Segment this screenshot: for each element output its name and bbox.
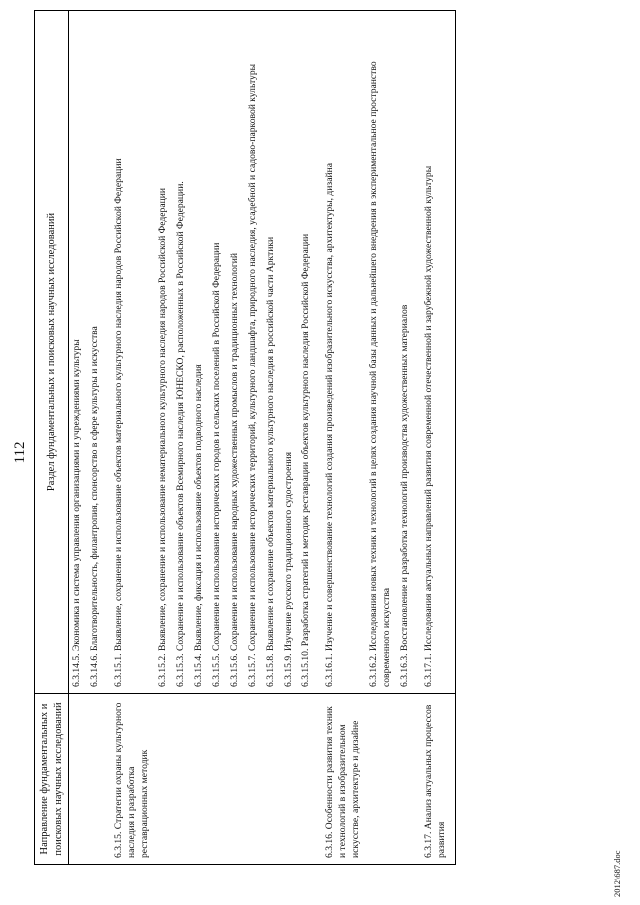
document-file-code: 2012\687.doc [612,850,622,897]
section-cell: 6.3.16.2. Исследования новых техник и технологий в целях создания научной базы данных и дальнейшего внедрения в экспериментальное пространство современного искусства [366,11,397,694]
section-cell: 6.3.15.8. Выявление и сохранение объектов материального культурного наследия в российской части Арктики [263,11,281,694]
table-row [397,11,415,865]
table-row [298,11,316,865]
section-cell: 6.3.16.3. Восстановление и разработка технологий производства художественных материалов [397,11,415,694]
table-row [227,11,245,865]
section-cell: 6.3.15.6. Сохранение и использование народных художественных промыслов и традиционных технологий [227,11,245,694]
table-row [209,11,227,865]
direction-cell [227,694,245,865]
section-cell: 6.3.15.2. Выявление, сохранение и использование нематериального культурного наследия народов Российской Федерации [155,11,173,694]
direction-cell [281,694,299,865]
table-row [366,11,397,865]
table-row [316,11,366,865]
table-row [263,11,281,865]
table-row [191,11,209,865]
section-cell: 6.3.14.6. Благотворительность, филантропия, спонсорство в сфере культуры и искусства [87,11,105,694]
direction-cell [245,694,263,865]
direction-cell: 6.3.16. Особенности развития техник и технологий в изобразительном искусстве, архитектуре и дизайне [316,694,366,865]
table-row [87,11,105,865]
table-row [155,11,173,865]
direction-cell: 6.3.15. Стратегии охраны культурного наследия и разработка реставрационных методик [105,694,155,865]
direction-cell [155,694,173,865]
direction-cell [69,694,87,865]
table-row [281,11,299,865]
direction-cell [366,694,397,865]
direction-cell [298,694,316,865]
section-cell: 6.3.15.4. Выявление, фиксация и использование объектов подводного наследия [191,11,209,694]
section-cell: 6.3.17.1. Исследования актуальных направлений развития современной отечественной и зарубежной художественной культуры [415,11,455,694]
direction-cell [209,694,227,865]
direction-cell [191,694,209,865]
table-row [69,11,87,865]
column-header-direction: Направление фундаментальных и поисковых научных исследований [35,694,69,865]
section-cell: 6.3.16.1. Изучение и совершенствование технологий создания произведений изобразительного искусства, архитектуры, дизайна [316,11,366,694]
table-row [415,11,455,865]
direction-cell [87,694,105,865]
column-header-section: Раздел фундаментальных и поисковых научных исследований [35,11,69,694]
section-cell: 6.3.15.3. Сохранение и использование объектов Всемирного наследия ЮНЕСКО, расположенных в Российской Федерации. [173,11,191,694]
direction-cell: 6.3.17. Анализ актуальных процессов развития [415,694,455,865]
direction-cell [173,694,191,865]
section-cell: 6.3.15.10. Разработка стратегий и методик реставрации объектов культурного наследия Российской Федерации [298,11,316,694]
table-row [105,11,155,865]
table-header-row [35,11,69,865]
direction-cell [397,694,415,865]
table-row [245,11,263,865]
section-cell: 6.3.15.7. Сохранение и использование исторических территорий, культурного ландшафта, природного наследия, усадебной и садово-парковой культуры [245,11,263,694]
research-directions-table [34,10,456,865]
section-cell: 6.3.14.5. Экономика и система управления организациями и учреждениями культуры [69,11,87,694]
section-cell: 6.3.15.5. Сохранение и использование исторических городов и сельских поселений в Российской Федерации [209,11,227,694]
section-cell: 6.3.15.1. Выявление, сохранение и использование объектов материального культурного наследия народов Российской Федерации [105,11,155,694]
direction-cell [263,694,281,865]
page-number: 112 [12,441,28,464]
table-row [173,11,191,865]
section-cell: 6.3.15.9. Изучение русского традиционного судостроения [281,11,299,694]
